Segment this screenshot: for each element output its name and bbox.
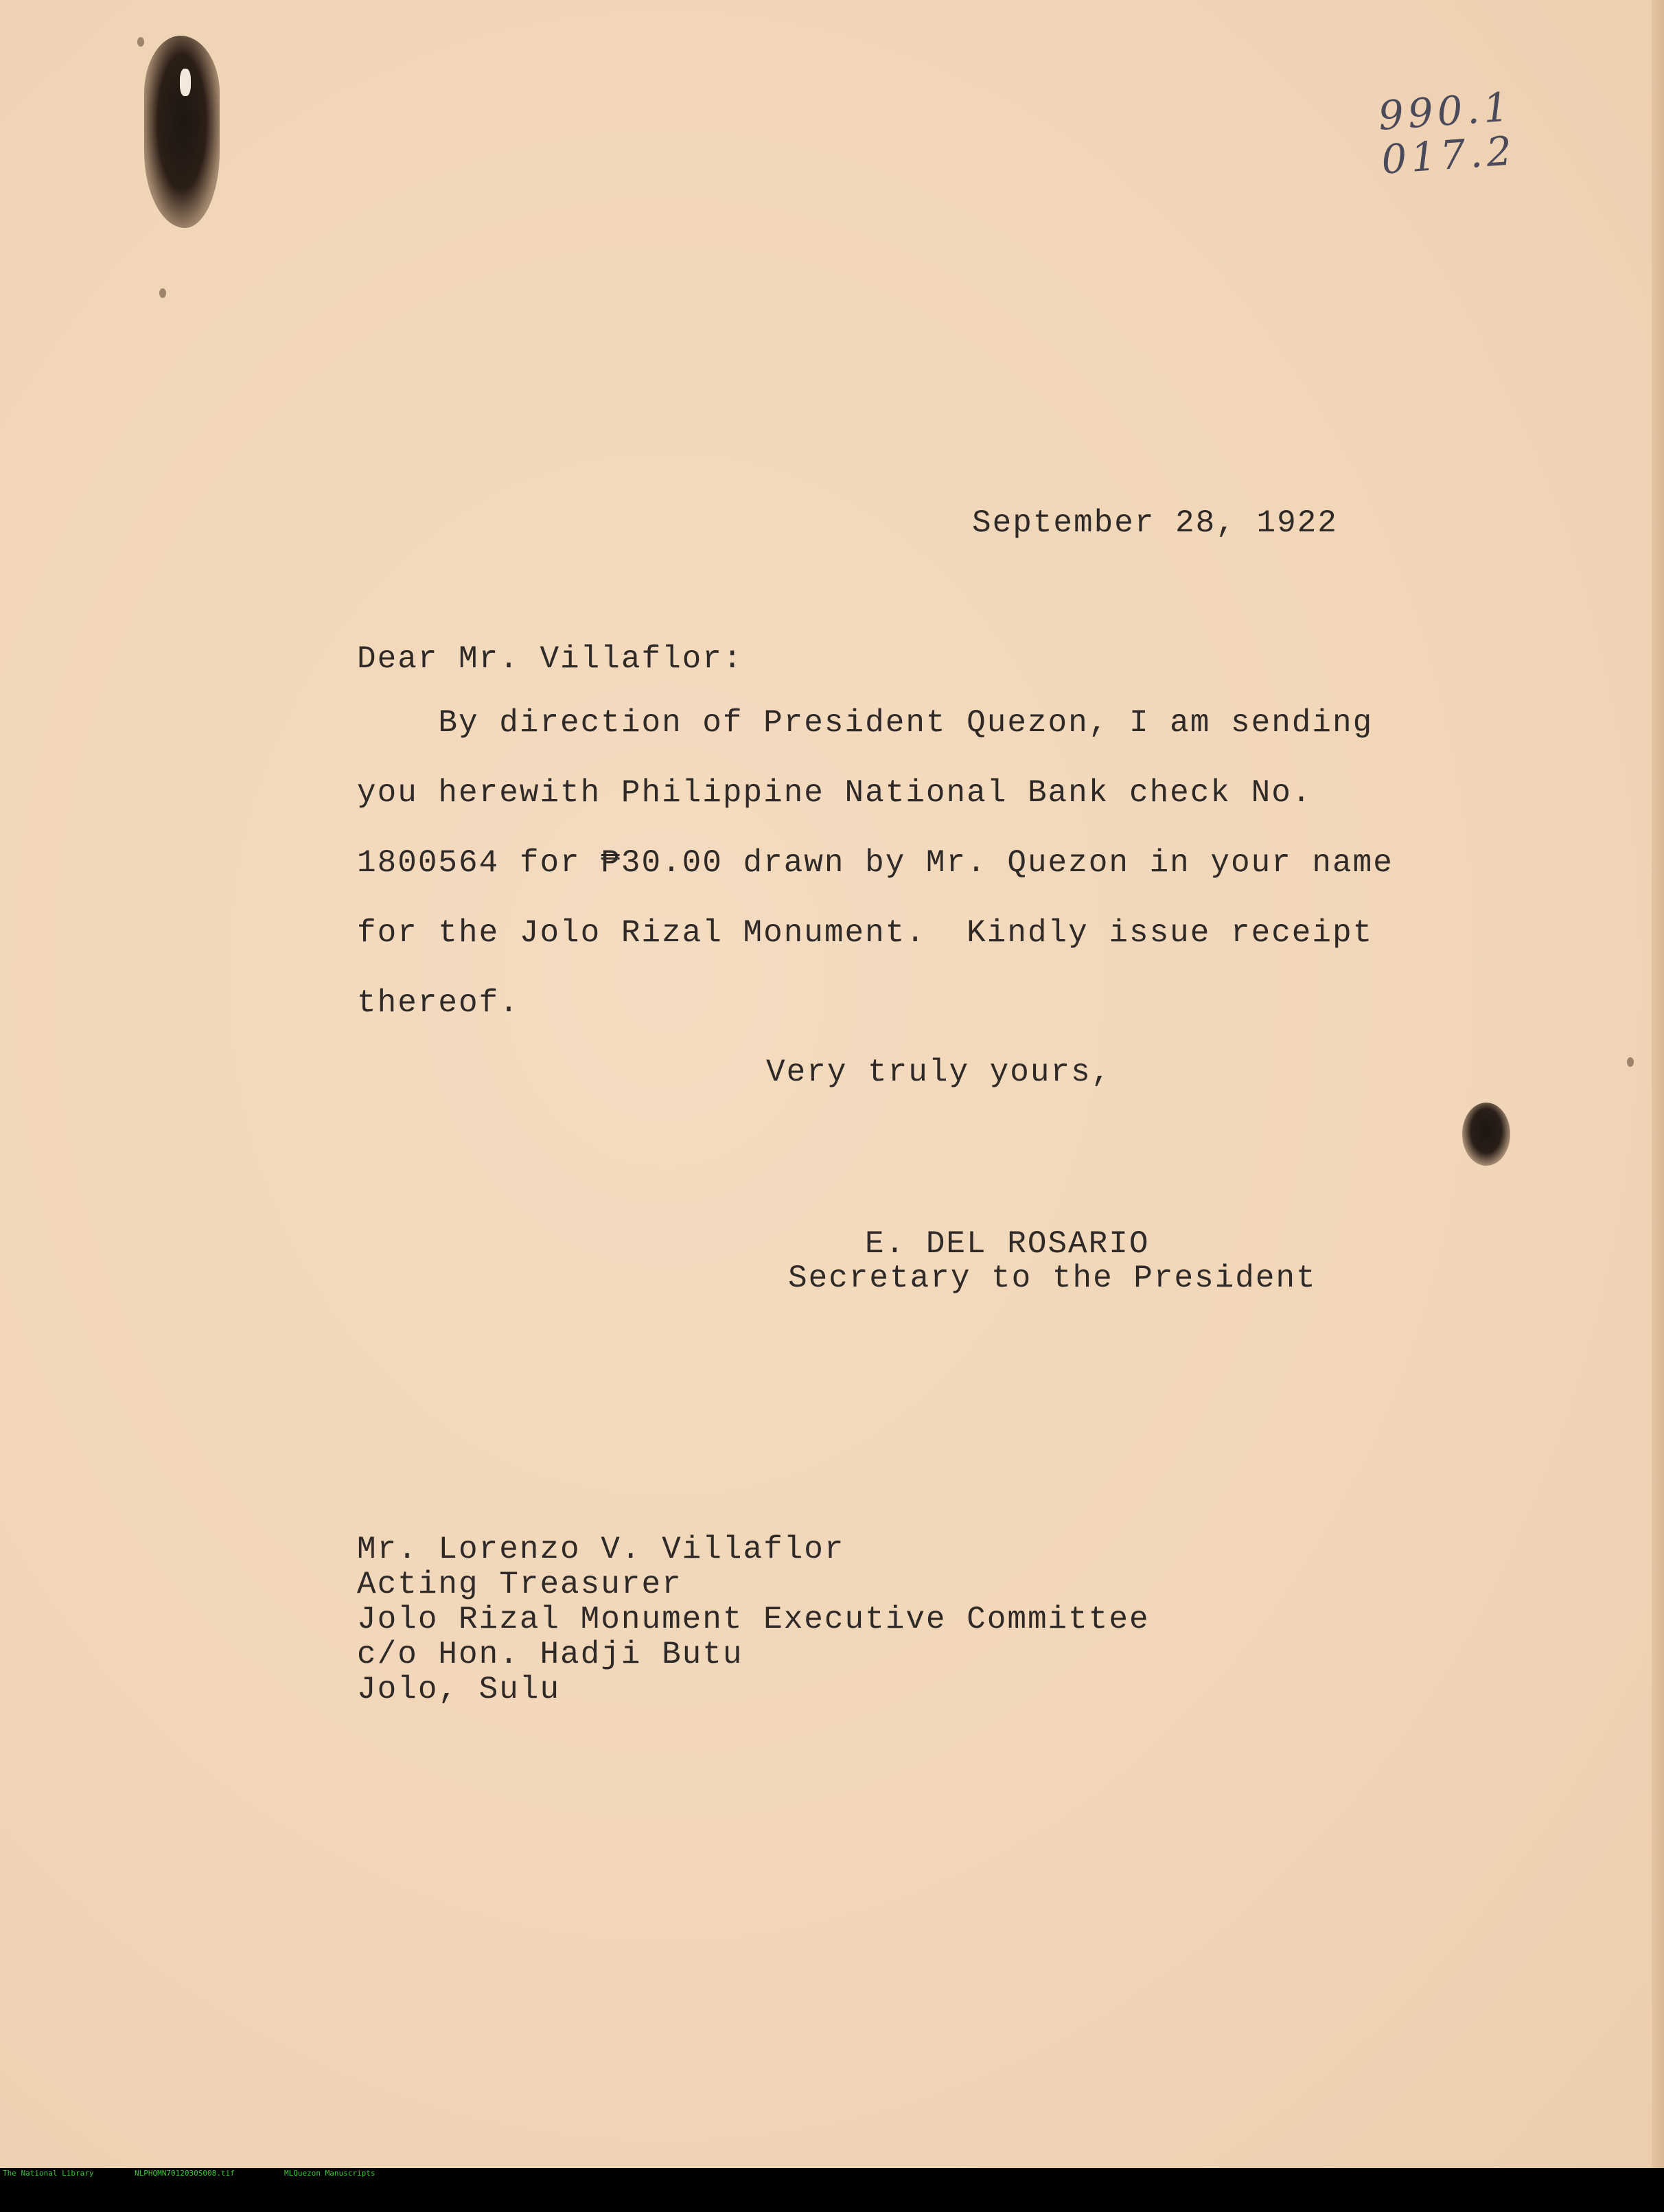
letter-body (357, 707, 1394, 1057)
letter-date: September 28, 1922 (972, 505, 1338, 541)
handwritten-file-number (1377, 84, 1517, 181)
paper-edge (1652, 0, 1664, 2168)
address-line: Acting Treasurer (357, 1567, 682, 1602)
footer-file: NLPHQMN7012030S008.tif (135, 2169, 235, 2178)
salutation: Dear Mr. Villaflor: (357, 641, 743, 677)
signature-title: Secretary to the President (788, 1260, 1317, 1296)
burn-mark-right (1462, 1103, 1510, 1166)
signature-name: E. DEL ROSARIO (865, 1226, 1150, 1262)
burn-mark-top (144, 36, 220, 228)
address-line: c/o Hon. Hadji Butu (357, 1637, 743, 1672)
burn-hole (180, 69, 191, 96)
footer-library: The National Library (3, 2169, 94, 2178)
recipient-address (357, 1534, 1150, 1709)
stain-spot (137, 37, 144, 47)
closing: Very truly yours, (766, 1055, 1112, 1090)
stain-spot (1627, 1057, 1634, 1067)
body-line: 1800564 for ₱30.00 drawn by Mr. Quezon in your name (357, 845, 1394, 881)
address-line: Jolo, Sulu (357, 1672, 561, 1707)
file-number-line-1: 990.1 (1376, 83, 1514, 139)
body-line: By direction of President Quezon, I am sending (357, 705, 1374, 741)
address-line: Jolo Rizal Monument Executive Committee (357, 1602, 1150, 1637)
address-line: Mr. Lorenzo V. Villaflor (357, 1532, 845, 1567)
body-line: thereof. (357, 985, 520, 1021)
scan-footer (0, 2168, 1664, 2179)
footer-collection: MLQuezon Manuscripts (284, 2169, 375, 2178)
body-line: for the Jolo Rizal Monument. Kindly issue receipt (357, 915, 1374, 951)
body-line: you herewith Philippine National Bank check No. (357, 775, 1313, 811)
stain-spot (159, 288, 166, 298)
file-number-line-2: 017.2 (1380, 127, 1518, 183)
